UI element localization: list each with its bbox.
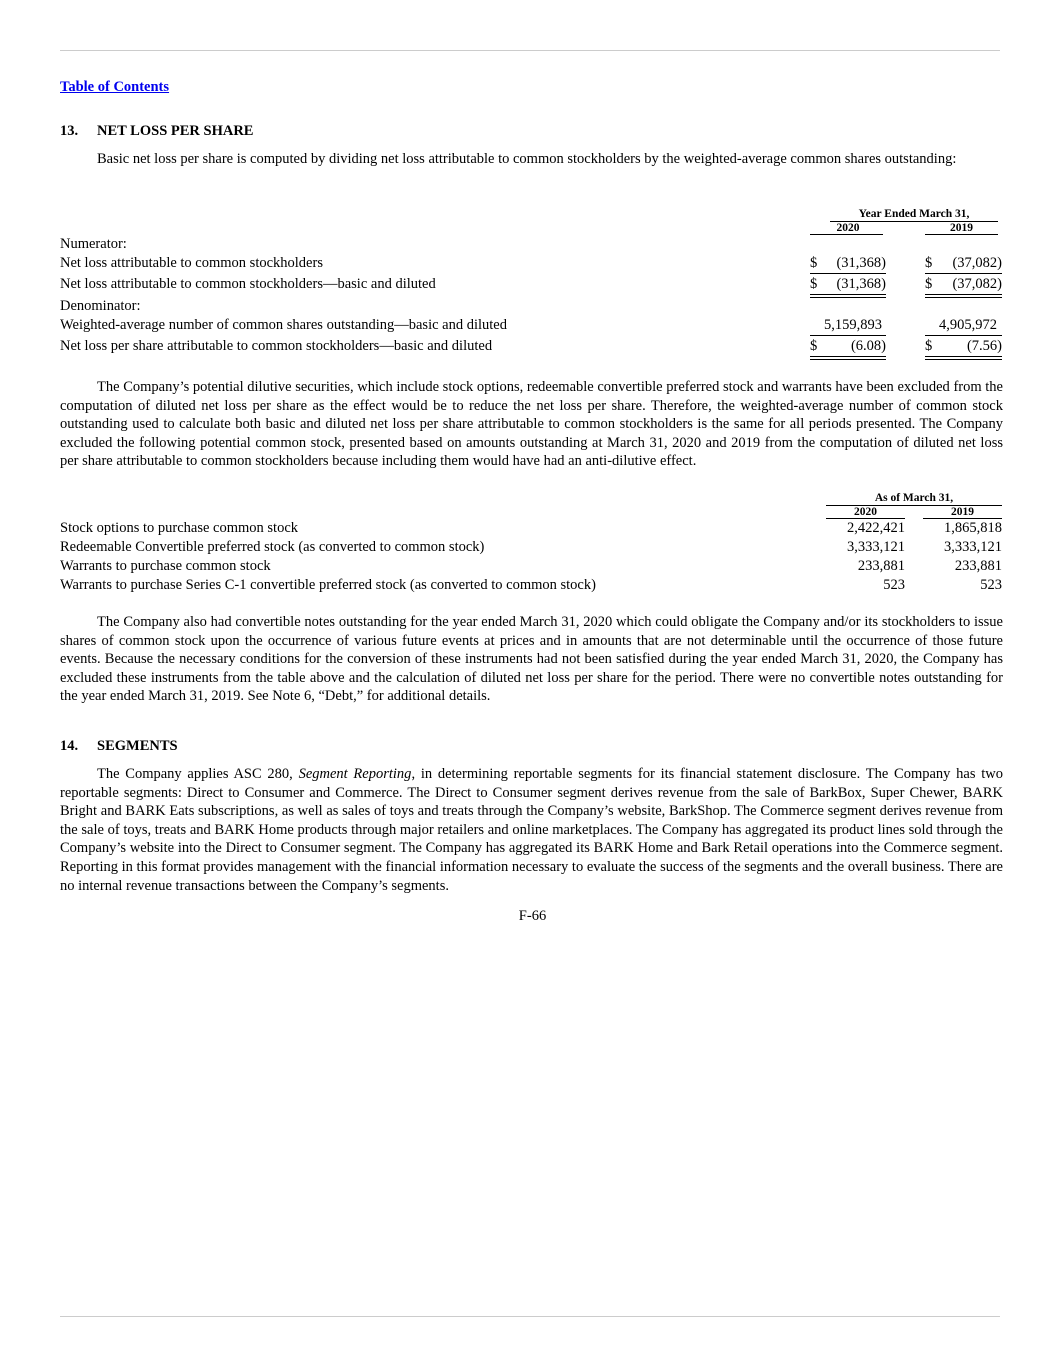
col-2020-underline	[810, 234, 883, 235]
currency-symbol: $	[810, 276, 818, 292]
table-cell: (37,082)	[952, 255, 1002, 271]
section-14-title: SEGMENTS	[97, 738, 178, 754]
table-cell: 233,881	[954, 558, 1002, 574]
row-double-underline	[925, 359, 1002, 360]
col-2019-header: 2019	[950, 222, 973, 234]
row-double-underline	[810, 356, 886, 357]
currency-symbol: $	[925, 276, 933, 292]
section-14-heading	[60, 738, 178, 755]
numerator-label: Numerator:	[60, 236, 127, 252]
denominator-label: Denominator:	[60, 298, 141, 314]
table-row-label: Redeemable Convertible preferred stock (as converted to common stock)	[60, 539, 485, 555]
col-2020-header: 2020	[836, 222, 860, 234]
row-double-underline	[810, 359, 886, 360]
table-cell: 523	[980, 577, 1002, 593]
section-13-number: 13.	[60, 123, 79, 139]
row-double-underline	[810, 297, 886, 298]
table-row-label: Warrants to purchase common stock	[60, 558, 271, 574]
table-cell: 4,905,972	[939, 317, 997, 333]
dilutive-securities-paragraph: The Company’s potential dilutive securities, which include stock options, redeemable convertible preferred stock and warrants have been excluded from the computation of diluted net loss per share as the effect would be to reduce the net loss per share. Therefore, the weighted-average number of common stock outstanding used to calculate both basic and diluted net loss per share attributable to common stockholders is the same for all periods presented. The Company excluded the following potential common stock, presented based on amounts outstanding at March 31, 2020 and 2019 from the computation of diluted net loss per share attributable to common stockholders because including them would have had an anti-dilutive effect.	[60, 379, 1003, 470]
row-double-underline	[810, 294, 886, 295]
row-underline	[810, 273, 886, 274]
currency-symbol: $	[925, 338, 933, 354]
table-row-label: Stock options to purchase common stock	[60, 520, 299, 536]
table-cell: 233,881	[857, 558, 905, 574]
table-of-contents-link[interactable]: Table of Contents	[60, 79, 170, 95]
table-cell: (31,368)	[836, 276, 886, 292]
table-cell: 3,333,121	[944, 539, 1002, 555]
row-underline	[925, 335, 1002, 336]
col-2019-header: 2019	[951, 506, 974, 518]
row-underline	[810, 335, 886, 336]
col-2019-underline	[923, 518, 1002, 519]
row-double-underline	[925, 297, 1002, 298]
currency-symbol: $	[810, 338, 818, 354]
col-2019-underline	[925, 234, 998, 235]
currency-symbol: $	[925, 255, 933, 271]
table-cell: 5,159,893	[824, 317, 882, 333]
table-cell: (7.56)	[966, 338, 1002, 354]
col-2020-header: 2020	[854, 506, 877, 518]
table-cell: 3,333,121	[847, 539, 905, 555]
table-row-label: Weighted-average number of common shares outstanding—basic and diluted	[60, 317, 507, 333]
year-ended-header: Year Ended March 31,	[858, 208, 970, 220]
table-row-label: Net loss attributable to common stockholders	[60, 255, 323, 271]
section-14-number: 14.	[60, 738, 79, 754]
currency-symbol: $	[810, 255, 818, 271]
col-2020-underline	[826, 518, 905, 519]
as-of-header: As of March 31,	[874, 492, 954, 504]
section-13-title: NET LOSS PER SHARE	[97, 123, 254, 139]
section-13-heading	[60, 123, 253, 140]
table-row-label: Net loss per share attributable to common stockholders—basic and diluted	[60, 338, 493, 354]
table-cell: 1,865,818	[944, 520, 1002, 536]
row-double-underline	[925, 356, 1002, 357]
section-13-intro: Basic net loss per share is computed by dividing net loss attributable to common stockholders by the weighted-average common shares outstanding:	[97, 151, 957, 167]
table-cell: 523	[883, 577, 905, 593]
page-number: F-66	[518, 908, 547, 924]
table-row-label: Warrants to purchase Series C-1 convertible preferred stock (as converted to common stock)	[60, 577, 596, 593]
segments-paragraph: The Company applies ASC 280, Segment Reporting, in determining reportable segments for its financial statement disclosure. The Company has two reportable segments: Direct to Consumer and Commerce. The Direct to Consumer segment derives revenue from the sale of BarkBox, Super Chewer, BARK Bright and BARK Eats subscriptions, as well as sales of toys and treats through the Company’s website, BarkShop. The Commerce segment derives revenue from the sale of toys, treats and BARK Home products through major retailers and online marketplaces. The Company has aggregated its product lines sold through the Company’s website into the Direct to Consumer segment. The Company has aggregated its BARK Home and Bark Retail operations into the Commerce segment. Reporting in this format provides management with the financial information necessary to evaluate the success of the segments and the overall business. There are no internal revenue transactions between the Company’s segments.	[60, 766, 1003, 894]
top-divider	[60, 50, 1000, 51]
bottom-divider	[60, 1316, 1000, 1317]
row-underline	[925, 273, 1002, 274]
row-double-underline	[925, 294, 1002, 295]
table-cell: (37,082)	[952, 276, 1002, 292]
table-cell: 2,422,421	[847, 520, 905, 536]
segment-reporting-italic: Segment Reporting	[298, 766, 412, 782]
table-cell: (31,368)	[836, 255, 886, 271]
table-cell: (6.08)	[850, 338, 886, 354]
table-row-label: Net loss attributable to common stockholders—basic and diluted	[60, 276, 436, 292]
convertible-notes-paragraph: The Company also had convertible notes outstanding for the year ended March 31, 2020 which could obligate the Company and/or its stockholders to issue shares of common stock upon the occurrence of various future events at prices and in amounts that are not determinable until the occurrence of those future events. Because the necessary conditions for the conversion of these instruments had not been satisfied during the year ended March 31, 2020, the Company has excluded these instruments from the table above and the calculation of diluted net loss per share for the period. There were no convertible notes outstanding for the year ended March 31, 2019. See Note 6, “Debt,” for additional details.	[60, 614, 1003, 705]
